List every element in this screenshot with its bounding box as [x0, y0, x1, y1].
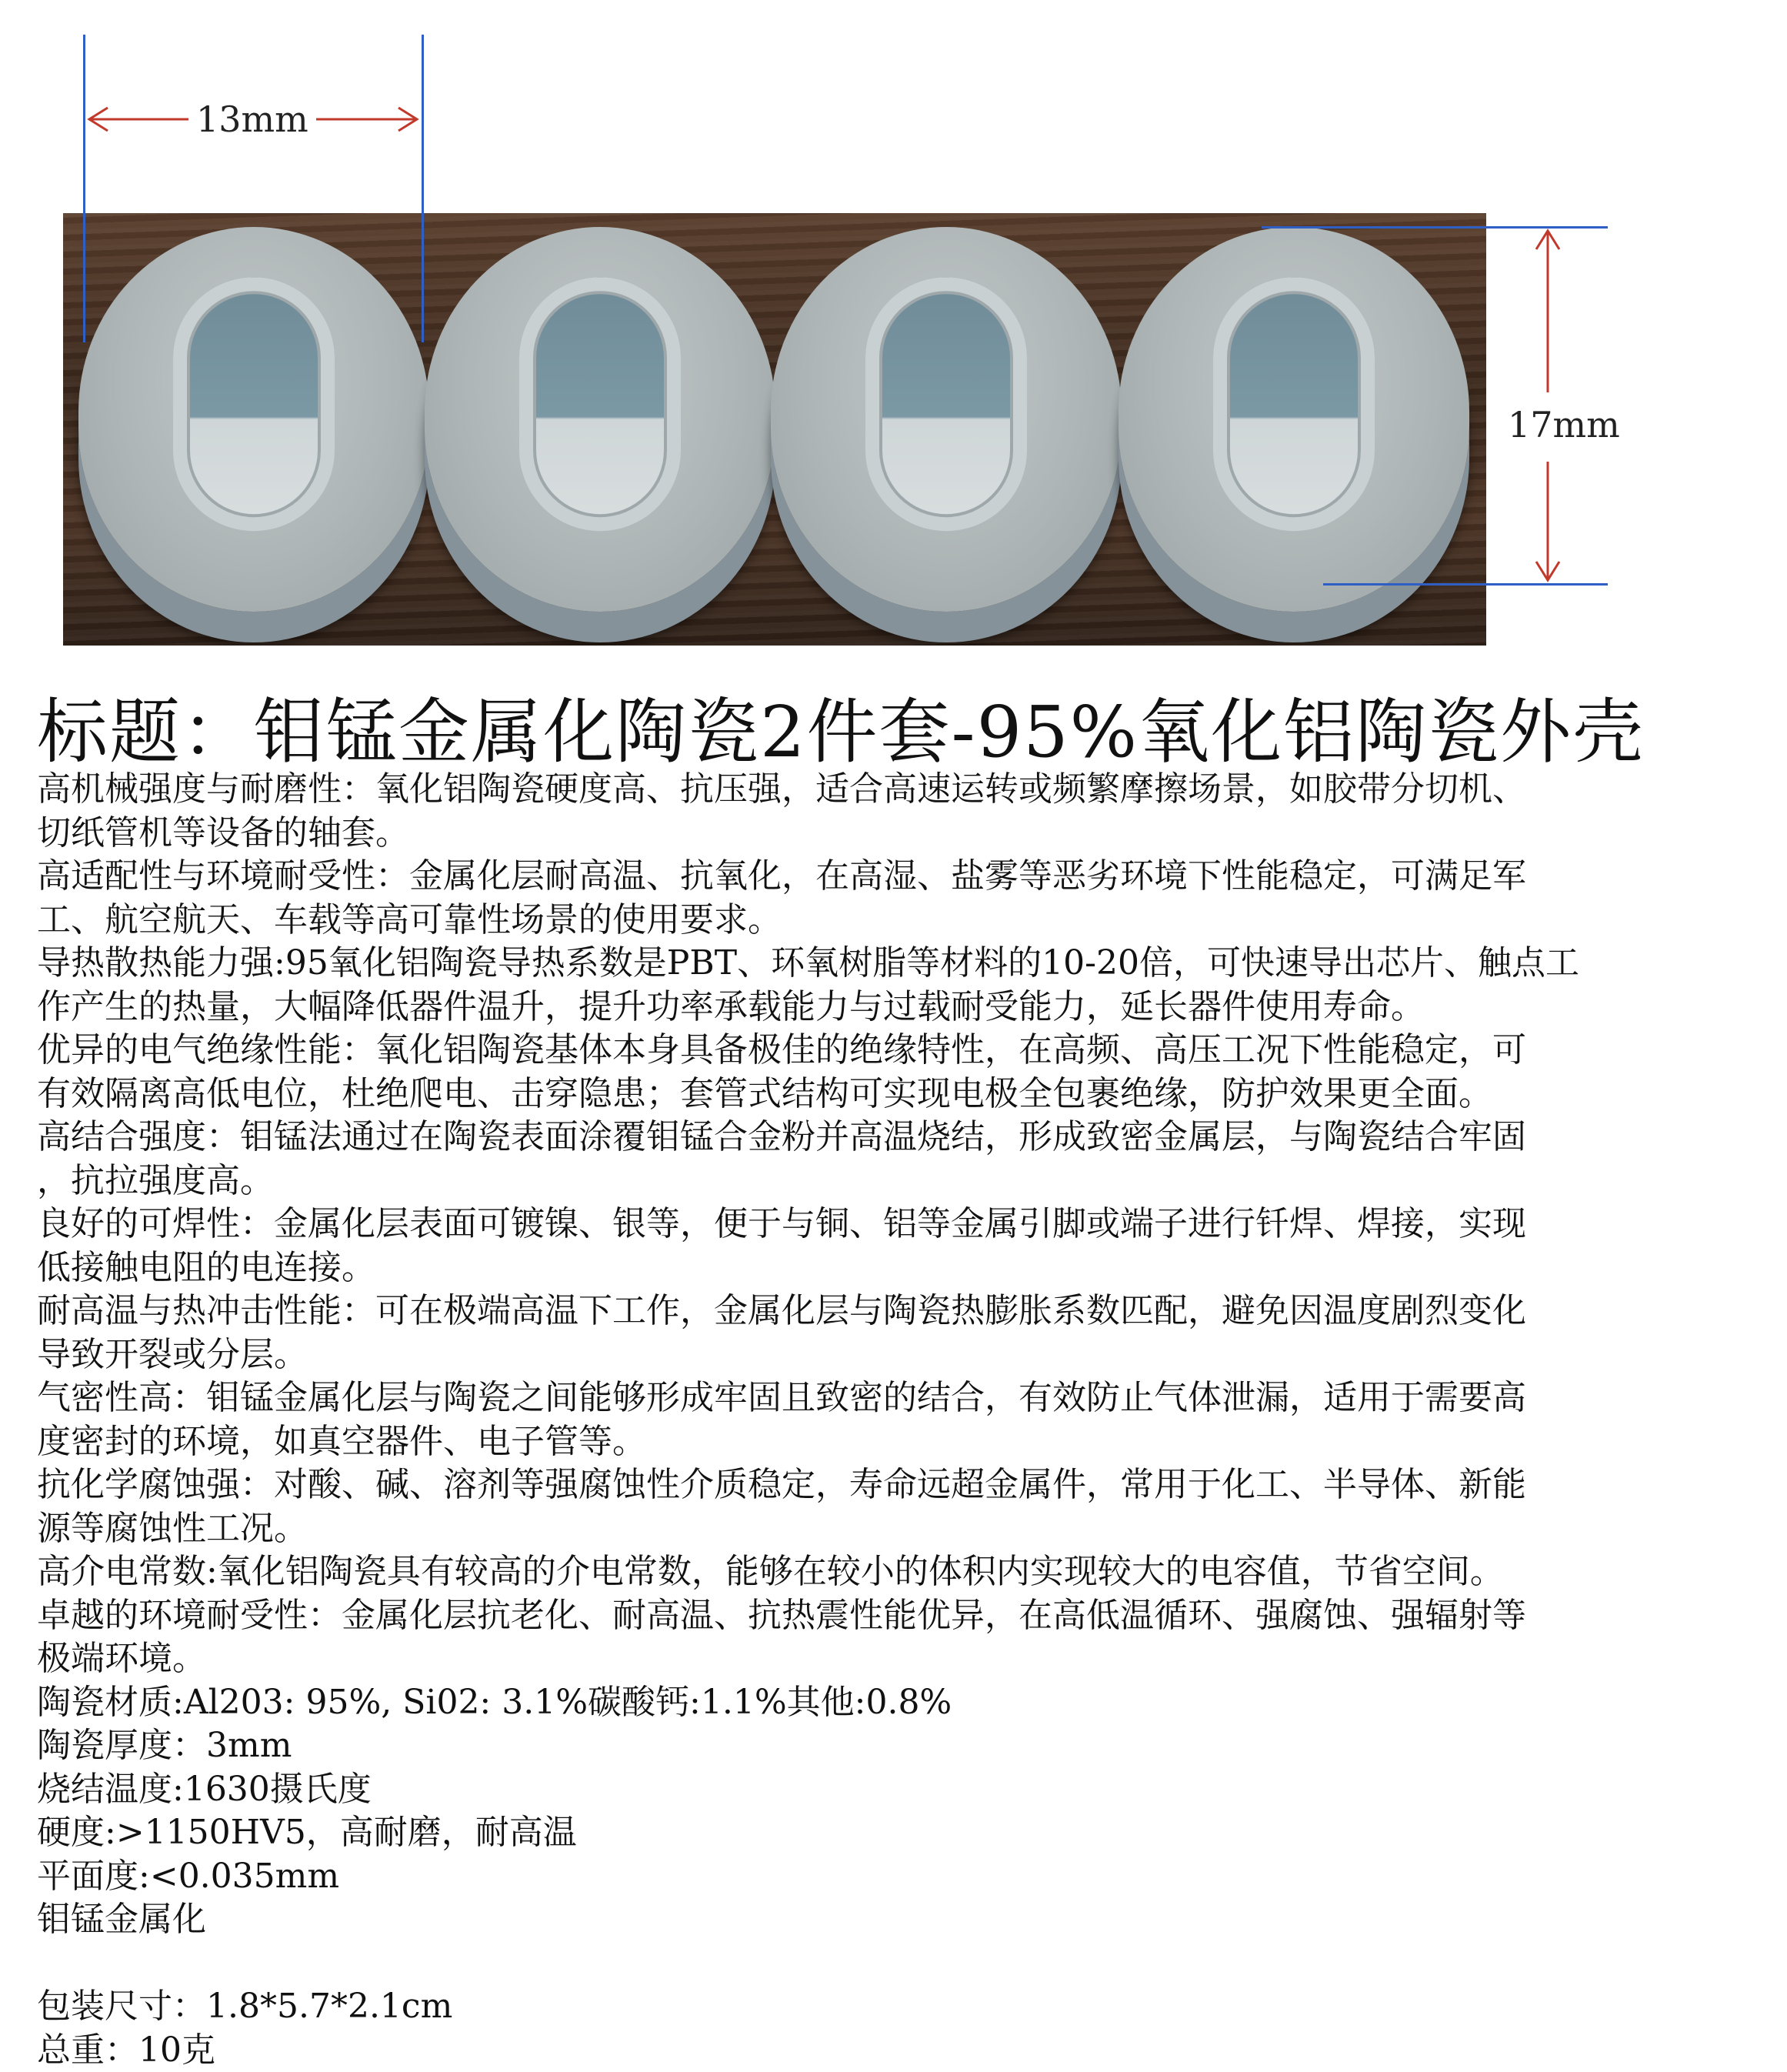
spec-sintering: 烧结温度:1630摄氏度 — [37, 1768, 1745, 1812]
spec-thickness: 陶瓷厚度：3mm — [37, 1724, 1745, 1768]
feature-line: 极端环境。 — [37, 1637, 1745, 1681]
feature-line: 度密封的环境，如真空器件、电子管等。 — [37, 1420, 1745, 1464]
width-dimension-label: 13mm — [188, 98, 316, 140]
feature-line: 导致开裂或分层。 — [37, 1333, 1745, 1377]
blank-line — [37, 1942, 1745, 1986]
page-title: 标题：钼锰金属化陶瓷2件套-95%氧化铝陶瓷外壳 — [37, 676, 1645, 777]
feature-line: 高适配性与环境耐受性：金属化层耐高温、抗氧化，在高湿、盐雾等恶劣环境下性能稳定，可满足军 — [37, 855, 1745, 899]
feature-line: 抗化学腐蚀强：对酸、碱、溶剂等强腐蚀性介质稳定，寿命远超金属件，常用于化工、半导体、新能 — [37, 1463, 1745, 1507]
spec-package: 包装尺寸：1.8*5.7*2.1cm — [37, 1985, 1745, 2029]
feature-line: 高结合强度：钼锰法通过在陶瓷表面涂覆钼锰合金粉并高温烧结，形成致密金属层，与陶瓷结合牢固 — [37, 1116, 1745, 1159]
feature-line: 良好的可焊性：金属化层表面可镀镍、银等，便于与铜、铝等金属引脚或端子进行钎焊、焊接，实现 — [37, 1203, 1745, 1246]
feature-line: ，抗拉强度高。 — [37, 1159, 1745, 1203]
feature-line: 高机械强度与耐磨性：氧化铝陶瓷硬度高、抗压强，适合高速运转或频繁摩擦场景，如胶带分切机、 — [37, 768, 1745, 812]
feature-line: 切纸管机等设备的轴套。 — [37, 812, 1745, 856]
spec-flatness: 平面度:<0.035mm — [37, 1855, 1745, 1899]
feature-line: 有效隔离高低电位，杜绝爬电、击穿隐患；套管式结构可实现电极全包裹绝缘，防护效果更全面。 — [37, 1073, 1745, 1116]
description-content — [37, 768, 1745, 2072]
spec-hardness: 硬度:>1150HV5，高耐磨，耐高温 — [37, 1811, 1745, 1855]
spec-weight: 总重：10克 — [37, 2029, 1745, 2072]
feature-line: 优异的电气绝缘性能：氧化铝陶瓷基体本身具备极佳的绝缘特性，在高频、高压工况下性能稳定，可 — [37, 1029, 1745, 1073]
feature-line: 高介电常数:氧化铝陶瓷具有较高的介电常数，能够在较小的体积内实现较大的电容值，节省空间。 — [37, 1550, 1745, 1594]
feature-line: 耐高温与热冲击性能：可在极端高温下工作，金属化层与陶瓷热膨胀系数匹配，避免因温度剧烈变化 — [37, 1290, 1745, 1333]
feature-line: 气密性高：钼锰金属化层与陶瓷之间能够形成牢固且致密的结合，有效防止气体泄漏，适用于需要高 — [37, 1376, 1745, 1420]
feature-line: 源等腐蚀性工况。 — [37, 1507, 1745, 1551]
feature-line: 导热散热能力强:95氧化铝陶瓷导热系数是PBT、环氧树脂等材料的10-20倍，可快速导出芯片、触点工 — [37, 942, 1745, 986]
feature-line: 卓越的环境耐受性：金属化层抗老化、耐高温、抗热震性能优异，在高低温循环、强腐蚀、强辐射等 — [37, 1594, 1745, 1638]
height-dimension-label: 17mm — [1500, 404, 1628, 445]
feature-line: 作产生的热量，大幅降低器件温升，提升功率承载能力与过载耐受能力，延长器件使用寿命。 — [37, 986, 1745, 1029]
spec-process: 钼锰金属化 — [37, 1898, 1745, 1942]
feature-line: 工、航空航天、车载等高可靠性场景的使用要求。 — [37, 899, 1745, 943]
spec-material: 陶瓷材质:Al203: 95%, Si02: 3.1%碳酸钙:1.1%其他:0.8% — [37, 1681, 1745, 1725]
feature-line: 低接触电阻的电连接。 — [37, 1246, 1745, 1290]
